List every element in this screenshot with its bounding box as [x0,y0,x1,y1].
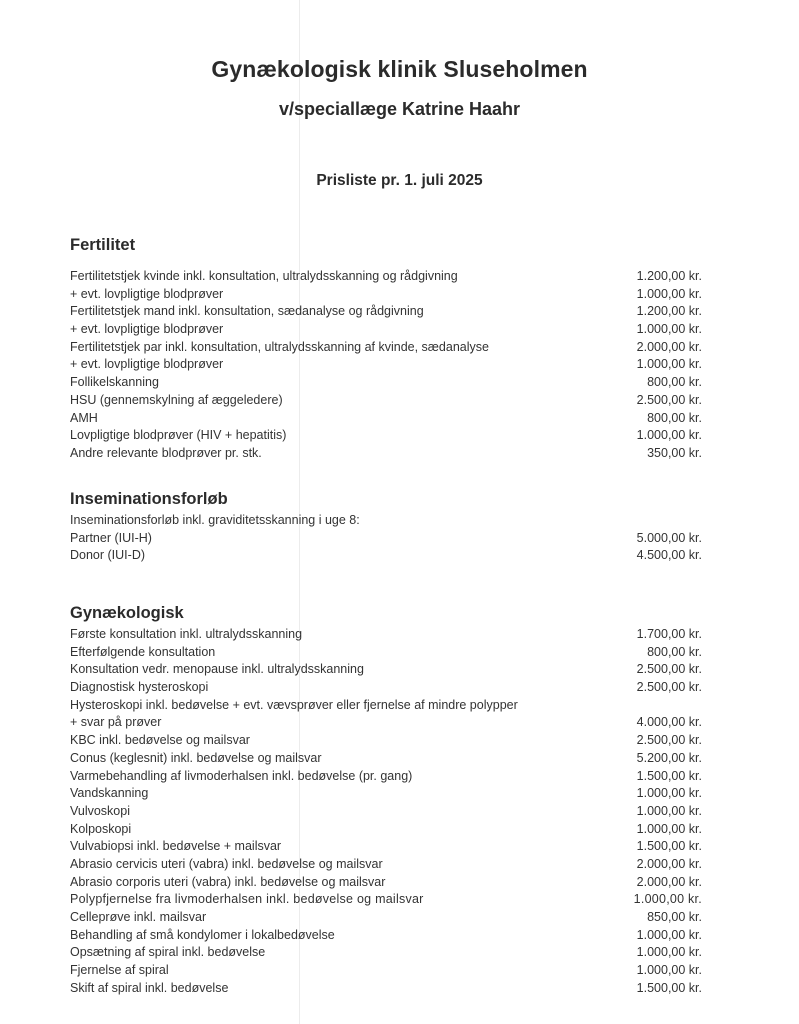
item-price: 1.000,00 kr. [636,803,702,818]
item-price: 2.000,00 kr. [636,874,702,889]
section-title: Gynækologisk [70,604,184,622]
price-row [70,392,710,410]
item-price: 1.000,00 kr. [636,945,702,960]
item-label: Efterfølgende konsultation [70,644,216,659]
price-row [70,821,710,839]
section-gynaekologisk [70,602,710,997]
price-row [70,410,710,428]
item-label: HSU (gennemskylning af æggeledere) [70,392,283,407]
price-row [70,980,710,998]
price-row [70,750,710,768]
item-price [582,512,710,530]
price-row [70,768,710,786]
item-price: 1.200,00 kr. [636,304,702,319]
item-price: 2.500,00 kr. [636,392,702,407]
price-row [70,944,710,962]
item-label: Vandskanning [70,786,149,801]
item-price: 5.200,00 kr. [636,750,702,765]
item-price: 1.500,00 kr. [636,839,702,854]
item-label: Lovpligtige blodprøver (HIV + hepatitis) [70,428,287,443]
item-price: 1.700,00 kr. [636,627,702,641]
item-label: AMH [70,410,98,425]
item-label: Partner (IUI-H) [70,530,152,545]
price-row [70,356,710,374]
price-row [70,962,710,980]
item-label: Fjernelse af spiral [70,963,169,978]
item-price: 850,00 kr. [647,910,702,924]
item-label: Konsultation vedr. menopause inkl. ultralydsskanning [70,662,364,677]
item-price: 1.000,00 kr. [636,322,702,337]
item-label: Fertilitetstjek par inkl. konsultation, ultralydsskanning af kvinde, sædanalyse [70,339,489,354]
item-label: Fertilitetstjek mand inkl. konsultation, sædanalyse og rådgivning [70,304,424,319]
item-price: 800,00 kr. [647,375,702,390]
price-row [70,286,710,304]
item-price [582,697,710,715]
item-label: Vulvabiopsi inkl. bedøvelse + mailsvar [70,839,282,854]
item-label: Donor (IUI-D) [70,548,146,563]
item-label: Skift af spiral inkl. bedøvelse [70,980,229,995]
clinic-title: Gynækologisk klinik Sluseholmen [211,56,588,82]
price-row [70,891,710,909]
price-row [70,697,710,715]
item-price: 1.000,00 kr. [636,428,702,443]
item-price: 800,00 kr. [647,410,702,425]
item-price: 1.000,00 kr. [636,786,702,801]
price-row [70,661,710,679]
item-label: Varmebehandling af livmoderhalsen inkl. bedøvelse (pr. gang) [70,768,413,783]
item-price: 350,00 kr. [647,445,702,460]
item-price: 1.000,00 kr. [636,963,702,978]
item-price: 2.500,00 kr. [636,680,702,695]
price-row [70,714,710,732]
price-row [70,530,710,548]
item-price: 1.000,00 kr. [636,927,702,942]
item-price: 5.000,00 kr. [636,530,702,545]
price-row [70,856,710,874]
item-label: Diagnostisk hysteroskopi [70,680,209,695]
item-label: Hysteroskopi inkl. bedøvelse + evt. vævsprøver eller fjernelse af mindre polypper [70,697,518,712]
price-row [70,803,710,821]
price-row [70,927,710,945]
price-row [70,339,710,357]
item-label: Vulvoskopi [70,803,130,818]
pricelist-heading: Prisliste pr. 1. juli 2025 [316,172,483,189]
item-price: 2.000,00 kr. [636,856,702,871]
item-label: Første konsultation inkl. ultralydsskanning [70,627,303,641]
price-row [70,445,710,463]
item-price: 1.500,00 kr. [636,980,702,995]
item-label: + svar på prøver [70,715,162,730]
item-price: 1.000,00 kr. [636,357,702,372]
item-label: Inseminationsforløb inkl. graviditetsskanning i uge 8: [70,513,360,527]
section-fertilitet [70,234,710,463]
item-label: + evt. lovpligtige blodprøver [70,286,224,301]
price-row [70,374,710,392]
item-label: Celleprøve inkl. mailsvar [70,910,207,924]
item-price: 4.000,00 kr. [636,715,702,730]
section-title: Inseminationsforløb [70,490,228,508]
item-label: Kolposkopi [70,821,132,836]
item-label: Follikelskanning [70,375,159,390]
price-row [70,785,710,803]
item-price: 4.500,00 kr. [636,548,702,563]
price-row [70,321,710,339]
price-row [70,547,710,565]
price-row [70,732,710,750]
price-row [70,303,710,321]
price-row [70,268,710,286]
item-label: Fertilitetstjek kvinde inkl. konsultation, ultralydsskanning og rådgivning [70,269,458,283]
item-price: 2.000,00 kr. [636,339,702,354]
item-label: Opsætning af spiral inkl. bedøvelse [70,945,266,960]
price-row [70,427,710,445]
price-row [70,512,710,530]
item-label: + evt. lovpligtige blodprøver [70,322,224,337]
item-price: 800,00 kr. [647,644,702,659]
doctor-subtitle: v/speciallæge Katrine Haahr [278,99,521,119]
item-price: 1.000,00 kr. [636,286,702,301]
item-price: 1.200,00 kr. [636,269,702,283]
item-price: 2.500,00 kr. [636,733,702,748]
price-row [70,626,710,644]
section-title: Fertilitet [70,236,136,254]
item-label: Polypfjernelse fra livmoderhalsen inkl. bedøvelse og mailsvar [70,892,424,907]
item-label: + evt. lovpligtige blodprøver [70,357,224,372]
item-price: 2.500,00 kr. [636,662,702,677]
item-label: Conus (keglesnit) inkl. bedøvelse og mailsvar [70,750,322,765]
item-price: 1.000,00 kr. [636,821,702,836]
item-label: Behandling af små kondylomer i lokalbedøvelse [70,927,335,942]
item-price: 1.000,00 kr. [633,892,702,907]
price-row [70,838,710,856]
item-price: 1.500,00 kr. [636,768,702,783]
price-row [70,679,710,697]
item-label: Abrasio cervicis uteri (vabra) inkl. bedøvelse og mailsvar [70,856,383,871]
item-label: Andre relevante blodprøver pr. stk. [70,445,262,460]
price-row [70,909,710,927]
item-label: KBC inkl. bedøvelse og mailsvar [70,733,250,748]
section-insemination [70,488,710,565]
price-row [70,874,710,892]
price-row [70,644,710,662]
item-label: Abrasio corporis uteri (vabra) inkl. bedøvelse og mailsvar [70,874,386,889]
